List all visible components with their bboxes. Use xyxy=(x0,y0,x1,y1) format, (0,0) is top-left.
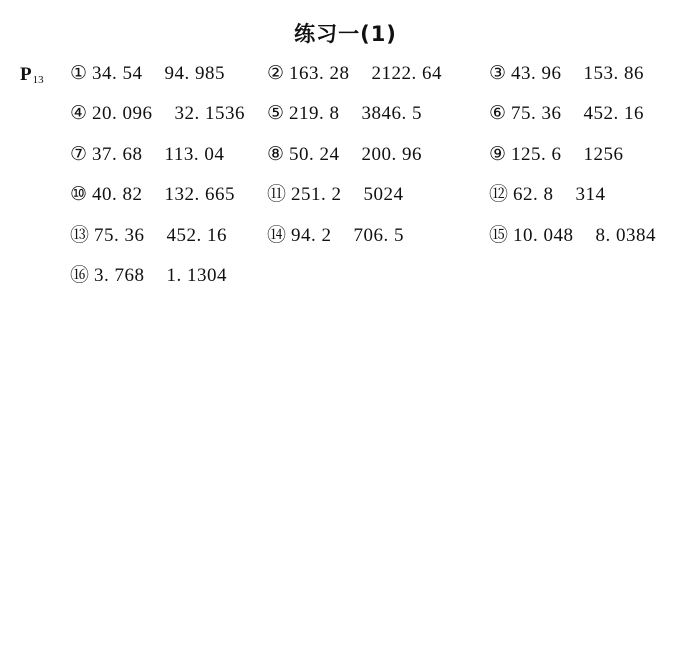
answer-value-first: 43. 96 xyxy=(511,63,562,84)
answer-value-first: 34. 54 xyxy=(92,63,143,84)
question-number: ③ xyxy=(489,63,507,84)
answer-value-first: 163. 28 xyxy=(289,63,350,84)
answer-value-first: 219. 8 xyxy=(289,103,340,124)
answer-value-first: 75. 36 xyxy=(94,225,145,246)
question-number: ⑧ xyxy=(267,144,285,165)
question-number: ④ xyxy=(70,103,88,124)
answer-value-second: 2122. 64 xyxy=(371,63,443,84)
question-number: ⑪ xyxy=(267,184,287,205)
answer-value-second: 3846. 5 xyxy=(361,103,423,124)
answer-value-second: 706. 5 xyxy=(353,225,405,246)
answer-item xyxy=(489,101,644,127)
answer-value-first: 75. 36 xyxy=(511,103,562,124)
answer-item xyxy=(70,142,224,168)
question-number: ⑤ xyxy=(267,103,285,124)
answer-item xyxy=(267,101,422,127)
answer-item xyxy=(267,182,404,208)
answer-value-first: 62. 8 xyxy=(513,184,554,205)
answer-value-first: 251. 2 xyxy=(291,184,342,205)
answer-item xyxy=(489,182,606,208)
answer-item xyxy=(70,263,227,289)
page-letter: P xyxy=(20,64,32,85)
answer-item xyxy=(267,61,442,87)
answer-value-second: 452. 16 xyxy=(166,225,228,246)
answer-value-first: 125. 6 xyxy=(511,144,562,165)
answer-value-second: 132. 665 xyxy=(164,184,236,205)
answer-item xyxy=(70,182,235,208)
answer-value-first: 3. 768 xyxy=(94,265,145,286)
answer-item xyxy=(70,223,227,249)
answer-item xyxy=(70,101,245,127)
answer-value-second: 452. 16 xyxy=(583,103,645,124)
page-number: 13 xyxy=(32,74,44,86)
answer-value-second: 32. 1536 xyxy=(174,103,246,124)
answer-value-second: 5024 xyxy=(363,184,404,205)
answer-value-second: 1. 1304 xyxy=(166,265,228,286)
question-number: ⑭ xyxy=(267,225,287,246)
question-number: ⑮ xyxy=(489,225,509,246)
answer-value-second: 314 xyxy=(575,184,606,205)
question-number: ⑫ xyxy=(489,184,509,205)
answer-value-first: 10. 048 xyxy=(513,225,574,246)
answer-value-first: 50. 24 xyxy=(289,144,340,165)
answer-item xyxy=(267,142,422,168)
answer-value-first: 94. 2 xyxy=(291,225,332,246)
answer-item xyxy=(489,142,624,168)
answer-value-second: 94. 985 xyxy=(164,63,226,84)
answer-value-second: 1256 xyxy=(583,144,624,165)
question-number: ⑬ xyxy=(70,225,90,246)
answer-value-second: 113. 04 xyxy=(164,144,225,165)
question-number: ⑥ xyxy=(489,103,507,124)
page-title: 练习一(1) xyxy=(294,22,397,46)
question-number: ⑯ xyxy=(70,265,90,286)
answer-value-first: 40. 82 xyxy=(92,184,143,205)
question-number: ① xyxy=(70,63,88,84)
answer-item xyxy=(489,61,644,87)
answer-item xyxy=(70,61,225,87)
answer-value-second: 200. 96 xyxy=(361,144,423,165)
question-number: ② xyxy=(267,63,285,84)
question-number: ⑨ xyxy=(489,144,507,165)
question-number: ⑦ xyxy=(70,144,88,165)
question-number: ⑩ xyxy=(70,184,88,205)
answer-value-second: 153. 86 xyxy=(583,63,645,84)
answer-item xyxy=(489,223,656,249)
answer-value-first: 37. 68 xyxy=(92,144,143,165)
answer-value-second: 8. 0384 xyxy=(595,225,657,246)
page-number-label xyxy=(20,64,44,86)
answer-value-first: 20. 096 xyxy=(92,103,153,124)
answer-item xyxy=(267,223,404,249)
